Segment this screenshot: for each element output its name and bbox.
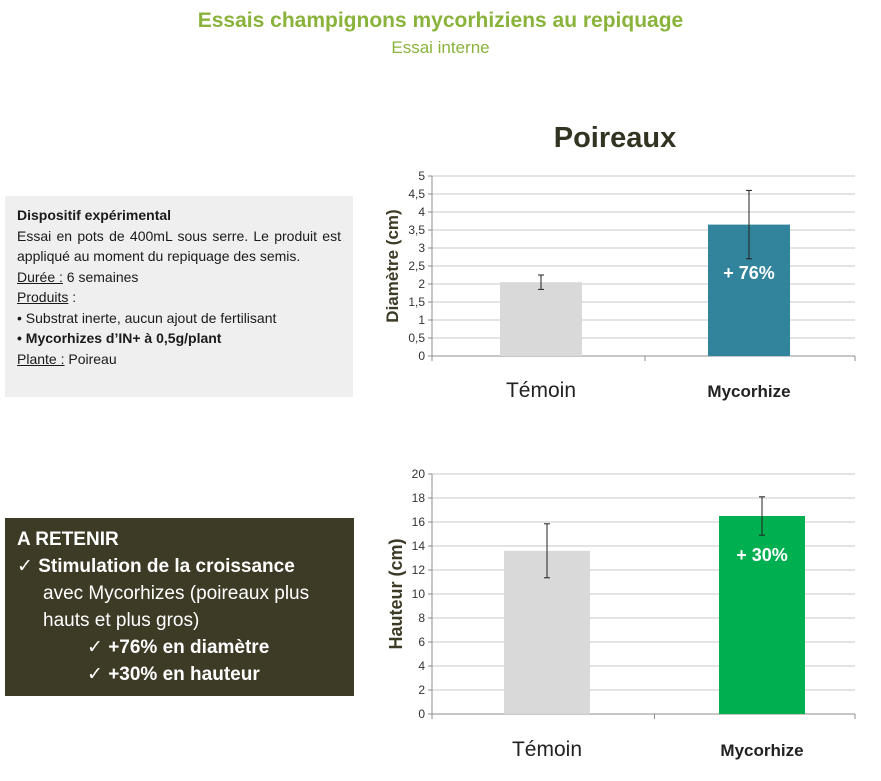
y-tick-label: 16	[411, 515, 425, 529]
y-tick-label: 3,5	[408, 223, 425, 237]
page-title: Essais champignons mycorhiziens au repiquage	[197, 9, 684, 32]
y-tick-label: 10	[411, 587, 425, 601]
products-suffix: :	[68, 289, 77, 305]
retain-line-1-text: Stimulation de la croissance	[38, 556, 295, 577]
y-tick-label: 8	[418, 611, 425, 625]
y-tick-label: 5	[418, 169, 425, 183]
retain-heading: A RETENIR	[17, 529, 119, 550]
duration-label: Durée :	[17, 268, 63, 285]
check-icon: ✓	[87, 637, 103, 658]
y-tick-label: 2,5	[408, 259, 425, 273]
retain-point-1-text: +76% en diamètre	[108, 637, 270, 658]
y-tick-label: 18	[411, 491, 425, 505]
x-category-label: Témoin	[505, 379, 577, 402]
y-tick-label: 0,5	[408, 331, 425, 345]
y-tick-label: 1,5	[408, 295, 425, 309]
plant-value: Poireau	[64, 350, 117, 367]
y-tick-label: 14	[411, 539, 425, 553]
products-label: Produits	[17, 289, 69, 305]
y-tick-label: 3	[418, 241, 425, 255]
y-tick-label: 4	[418, 659, 425, 673]
y-tick-label: 12	[411, 563, 425, 577]
y-tick-label: 0	[418, 707, 425, 721]
setup-heading: Dispositif expérimental	[17, 207, 172, 223]
x-category-label: Témoin	[511, 738, 583, 761]
bar-tmoin	[500, 282, 582, 356]
y-tick-label: 4	[418, 205, 425, 219]
y-tick-label: 6	[418, 635, 425, 649]
duration-value: 6 semaines	[62, 268, 139, 285]
y-tick-label: 2	[418, 683, 425, 697]
y-tick-label: 4,5	[408, 187, 425, 201]
product-item-2: • Mycorhizes d’IN+ à 0,5g/plant	[17, 330, 222, 346]
x-category-label: Mycorhize	[720, 741, 804, 760]
x-category-label: Mycorhize	[707, 382, 791, 401]
product-item-1: • Substrat inerte, aucun ajout de fertilisant	[17, 309, 277, 326]
check-icon: ✓	[87, 664, 103, 685]
y-axis-label: Hauteur (cm)	[386, 538, 406, 650]
y-tick-label: 2	[418, 277, 425, 291]
chart-title: Poireaux	[553, 122, 677, 154]
retain-point-2-text: +30% en hauteur	[108, 664, 260, 685]
setup-description: Essai en pots de 400mL sous serre. Le produit est appliqué au moment du repiquage des semis.	[17, 227, 341, 264]
retain-line-2: avec Mycorhizes (poireaux plus	[43, 583, 310, 604]
bar-annotation: + 76%	[723, 263, 775, 283]
page-subtitle: Essai interne	[391, 38, 490, 57]
plant-label: Plante :	[17, 350, 65, 367]
check-icon: ✓	[17, 556, 33, 577]
y-tick-label: 20	[411, 467, 425, 481]
y-tick-label: 0	[418, 349, 425, 363]
bar-annotation: + 30%	[736, 545, 788, 565]
retain-line-3: hauts et plus gros)	[43, 610, 200, 631]
y-axis-label: Diamètre (cm)	[383, 209, 402, 323]
y-tick-label: 1	[418, 313, 425, 327]
